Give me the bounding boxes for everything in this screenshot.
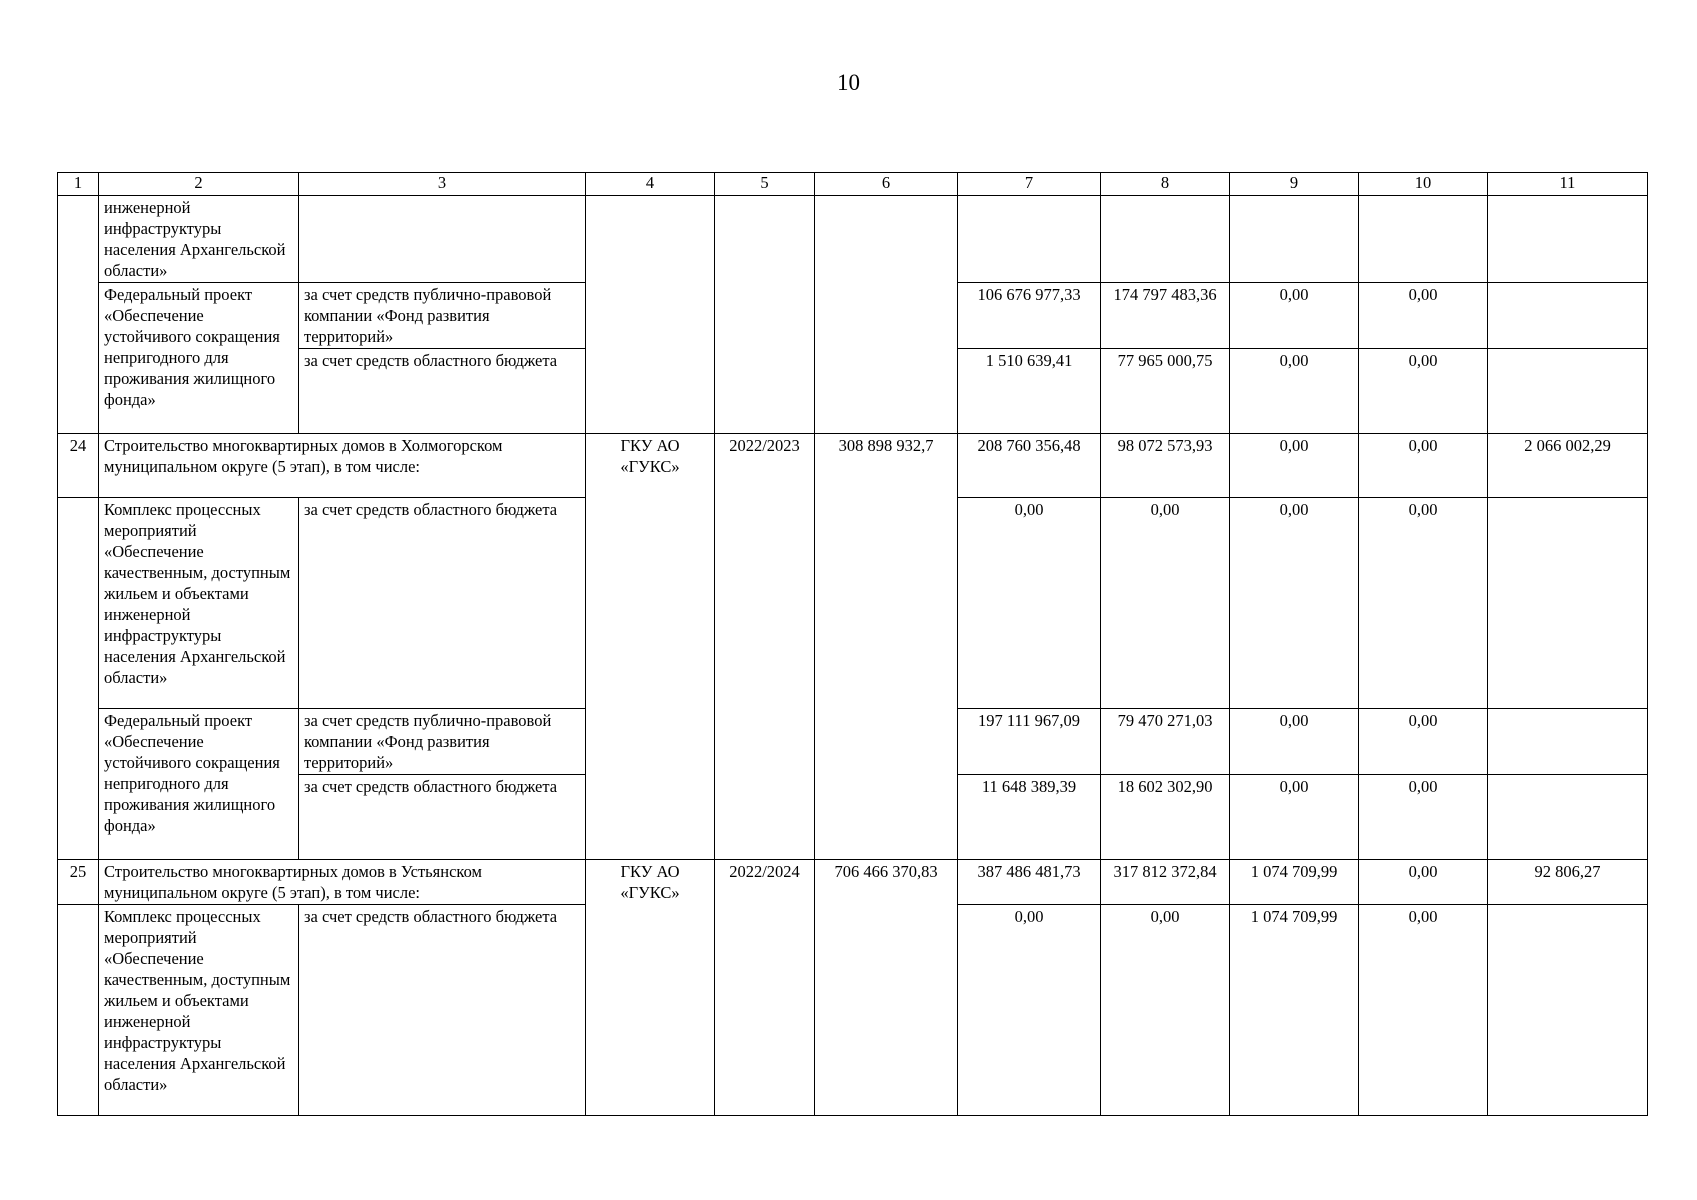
col-num-2: 2: [99, 173, 299, 196]
value-cell-empty: [1488, 709, 1648, 775]
value-cell: 0,00: [1101, 905, 1230, 1116]
col-num-7: 7: [958, 173, 1101, 196]
value-cell: 79 470 271,03: [1101, 709, 1230, 775]
num-cell-empty: [58, 905, 99, 1116]
value-cell: 0,00: [1359, 349, 1488, 434]
num-cell-empty: [58, 498, 99, 709]
item-name: инженерной инфраструктуры населения Архангельской области»: [99, 196, 299, 283]
customer: ГКУ АО «ГУКС»: [586, 434, 715, 860]
value-cell: 197 111 967,09: [958, 709, 1101, 775]
value-cell-empty: [1488, 349, 1648, 434]
source-cell-empty: [299, 196, 586, 283]
item-title: Строительство многоквартирных домов в Устьянском муниципальном округе (5 этап), в том числе:: [99, 860, 586, 905]
col-num-6: 6: [815, 173, 958, 196]
value-cell: 0,00: [1359, 860, 1488, 905]
col-num-3: 3: [299, 173, 586, 196]
period-cell-empty: [715, 196, 815, 434]
customer-cell-empty: [586, 196, 715, 434]
value-cell: 106 676 977,33: [958, 283, 1101, 349]
col-num-8: 8: [1101, 173, 1230, 196]
table-row: [58, 434, 1648, 498]
value-cell: 317 812 372,84: [1101, 860, 1230, 905]
item-name: Федеральный проект «Обеспечение устойчивого сокращения непригодного для проживания жилищного фонда»: [99, 709, 299, 860]
page-number: 10: [837, 70, 860, 95]
value-cell: 0,00: [958, 498, 1101, 709]
value-cell-empty: [1359, 196, 1488, 283]
funding-source: за счет средств публично-правовой компании «Фонд развития территорий»: [299, 283, 586, 349]
value-cell-empty: [1488, 196, 1648, 283]
value-cell-empty: [1488, 498, 1648, 709]
value-cell: 0,00: [1230, 775, 1359, 860]
value-cell-empty: [1488, 283, 1648, 349]
item-name: Комплекс процессных мероприятий «Обеспечение качественным, доступным жильем и объектами инженерной инфраструктуры населения Архангельской области»: [99, 498, 299, 709]
num-cell-empty: [58, 775, 99, 860]
total-cost: 706 466 370,83: [815, 860, 958, 1116]
num-cell-empty: [58, 283, 99, 349]
period: 2022/2023: [715, 434, 815, 860]
value-cell: 11 648 389,39: [958, 775, 1101, 860]
funding-source: за счет средств областного бюджета: [299, 349, 586, 434]
value-cell: 0,00: [1359, 498, 1488, 709]
value-cell: 0,00: [1230, 283, 1359, 349]
value-cell-empty: [1488, 905, 1648, 1116]
col-num-4: 4: [586, 173, 715, 196]
col-num-9: 9: [1230, 173, 1359, 196]
value-cell-empty: [958, 196, 1101, 283]
value-cell: 2 066 002,29: [1488, 434, 1648, 498]
total-cost: 308 898 932,7: [815, 434, 958, 860]
item-name: Федеральный проект «Обеспечение устойчивого сокращения непригодного для проживания жилищного фонда»: [99, 283, 299, 434]
value-cell: 1 510 639,41: [958, 349, 1101, 434]
value-cell-empty: [1101, 196, 1230, 283]
item-name: Комплекс процессных мероприятий «Обеспечение качественным, доступным жильем и объектами инженерной инфраструктуры населения Архангельской области»: [99, 905, 299, 1116]
value-cell: 18 602 302,90: [1101, 775, 1230, 860]
value-cell: 0,00: [1359, 434, 1488, 498]
funding-source: за счет средств областного бюджета: [299, 905, 586, 1116]
item-number: 25: [58, 860, 99, 905]
value-cell: 387 486 481,73: [958, 860, 1101, 905]
value-cell: 0,00: [1359, 775, 1488, 860]
value-cell: 92 806,27: [1488, 860, 1648, 905]
table-row: [58, 860, 1648, 905]
funding-source: за счет средств областного бюджета: [299, 775, 586, 860]
value-cell: 0,00: [1359, 283, 1488, 349]
value-cell: 0,00: [1359, 709, 1488, 775]
num-cell-empty: [58, 196, 99, 283]
value-cell: 1 074 709,99: [1230, 905, 1359, 1116]
item-title: Строительство многоквартирных домов в Холмогорском муниципальном округе (5 этап), в том числе:: [99, 434, 586, 498]
column-number-row: [58, 173, 1648, 196]
col-num-1: 1: [58, 173, 99, 196]
value-cell-empty: [1230, 196, 1359, 283]
value-cell: 77 965 000,75: [1101, 349, 1230, 434]
item-number: 24: [58, 434, 99, 498]
period: 2022/2024: [715, 860, 815, 1116]
budget-table: [57, 172, 1648, 1116]
value-cell: 1 074 709,99: [1230, 860, 1359, 905]
value-cell: 98 072 573,93: [1101, 434, 1230, 498]
value-cell: 0,00: [1359, 905, 1488, 1116]
num-cell-empty: [58, 709, 99, 775]
customer: ГКУ АО «ГУКС»: [586, 860, 715, 1116]
value-cell: 0,00: [1101, 498, 1230, 709]
total-cell-empty: [815, 196, 958, 434]
value-cell: 208 760 356,48: [958, 434, 1101, 498]
value-cell: 0,00: [1230, 434, 1359, 498]
table-row: [58, 196, 1648, 283]
value-cell: 0,00: [1230, 349, 1359, 434]
funding-source: за счет средств публично-правовой компании «Фонд развития территорий»: [299, 709, 586, 775]
col-num-5: 5: [715, 173, 815, 196]
value-cell: 0,00: [1230, 709, 1359, 775]
num-cell-empty: [58, 349, 99, 434]
value-cell: 0,00: [958, 905, 1101, 1116]
value-cell: 0,00: [1230, 498, 1359, 709]
value-cell-empty: [1488, 775, 1648, 860]
col-num-10: 10: [1359, 173, 1488, 196]
col-num-11: 11: [1488, 173, 1648, 196]
value-cell: 174 797 483,36: [1101, 283, 1230, 349]
funding-source: за счет средств областного бюджета: [299, 498, 586, 709]
